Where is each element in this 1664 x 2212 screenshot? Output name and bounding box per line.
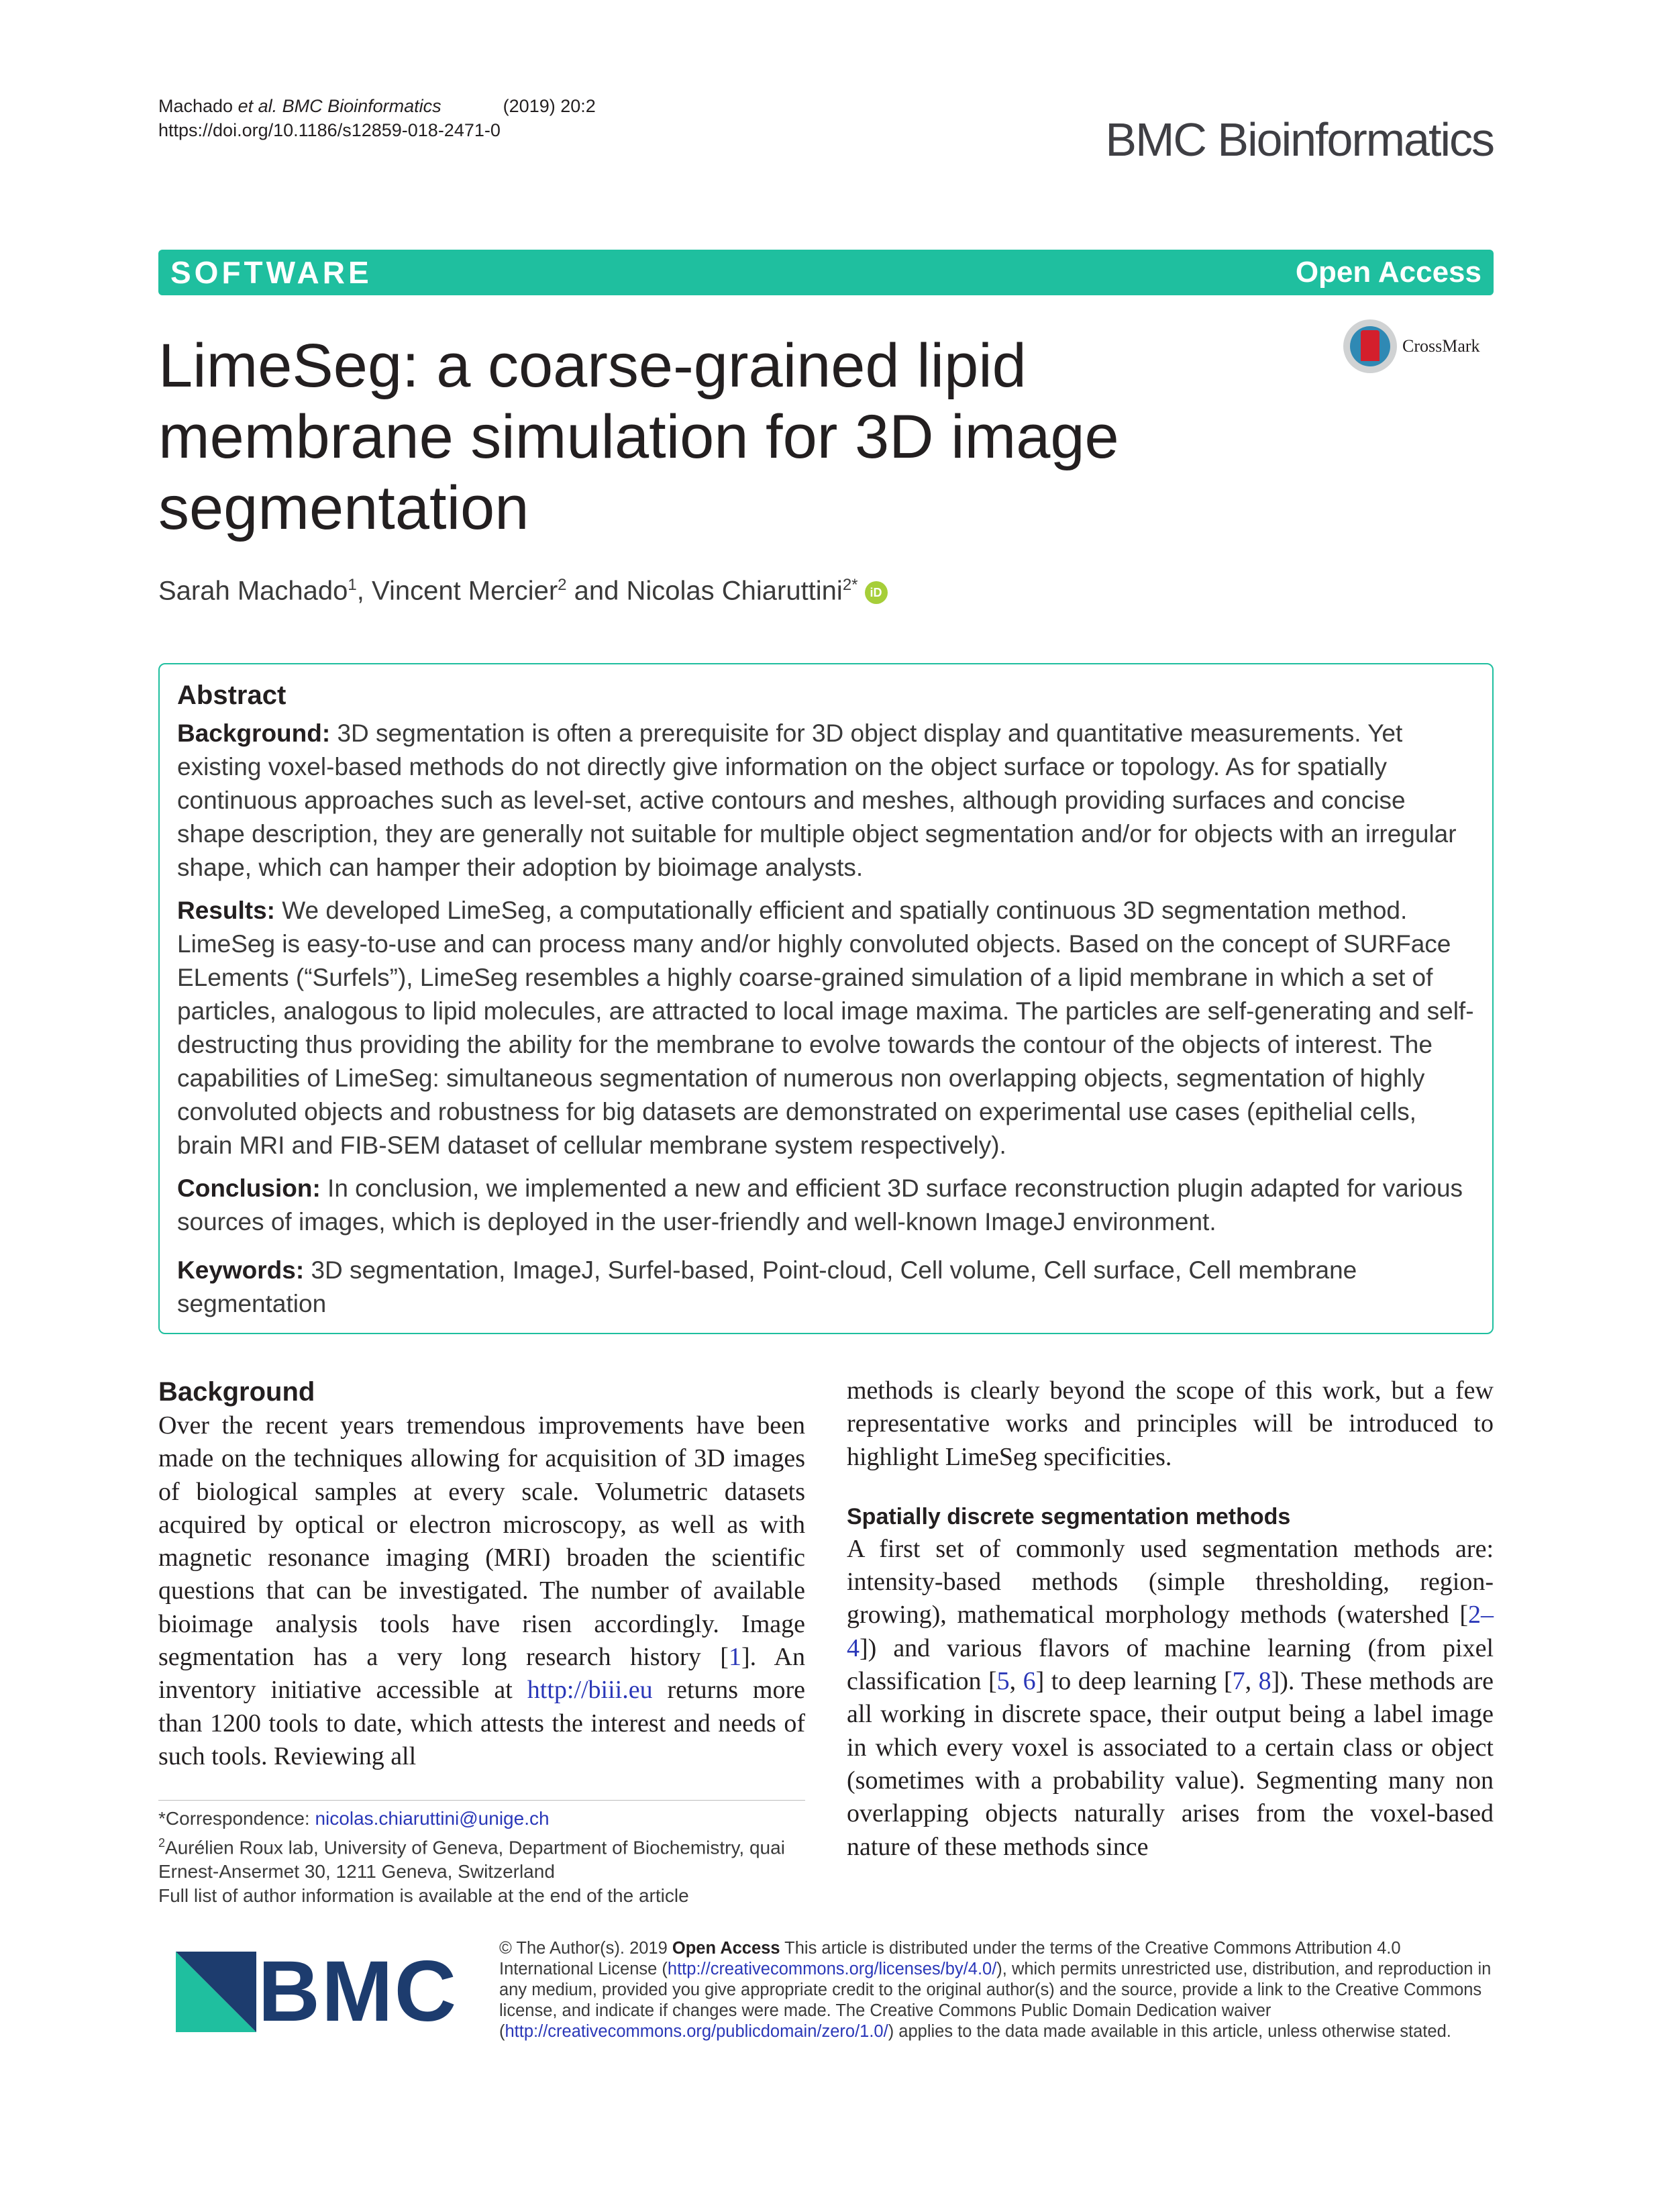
journal-logo: BMC Bioinformatics [1105,113,1494,166]
license-statement [499,1938,1499,2042]
body-text: ]. An inventory initiative accessible at [158,1643,805,1705]
body-text: ]) and various flavors of machine learning (from pixel classification [ [847,1633,1494,1696]
body-text: , [1245,1667,1259,1696]
body-paragraph [158,1409,805,1773]
body-text: A first set of commonly used segmentation methods are: intensity-based methods (simple thresholding, region-growing), mathematical morphology methods (watershed [ [847,1534,1494,1629]
abstract-box [158,663,1494,1334]
reference-link[interactable]: 6 [1023,1667,1036,1696]
footnote-divider [158,1800,805,1801]
abstract-background [177,717,1475,885]
section-label: Keywords: [177,1256,305,1284]
section-label: Conclusion: [177,1174,321,1202]
citation-year-volume: (2019) 20:2 [503,96,596,116]
section-label: Results: [177,897,275,924]
footnotes [158,1807,805,1908]
bmc-logo [176,1944,458,2040]
section-heading: Background [158,1377,315,1407]
body-text: returns more than 1200 tools to date, which attests the interest and needs of such tools. Reviewing all [158,1676,805,1770]
abstract-heading: Abstract [177,681,287,710]
correspondence-email[interactable]: nicolas.chiaruttini@unige.ch [315,1808,550,1829]
subsection-heading: Spatially discrete segmentation methods [847,1503,1291,1529]
reference-link[interactable]: 4 [847,1633,860,1662]
crossmark-label: CrossMark [1402,336,1480,356]
reference-dash: – [1481,1601,1494,1629]
reference-link[interactable]: 8 [1258,1667,1271,1696]
section-text: We developed LimeSeg, a computationally efficient and spatially continuous 3D segmentation method. LimeSeg is easy-to-use and can process many and/or highly convoluted objects. Based on the concept of SURFace ELements (“Surfels”), LimeSeg resembles a highly coarse-grained simulation of a lipid membrane in which a set of particles, analogous to lipid molecules, are attracted to local image maxima. The particles are self-generating and self-destructing thus providing the ability for the membrane to evolve towards the contour of the objects of interest. The capabilities of LimeSeg: simultaneous segmentation of numerous non overlapping objects, segmentation of highly convoluted objects and robustness for big datasets are demonstrated on experimental use cases (epithelial cells, brain MRI and FIB-SEM dataset of cellular membrane system respectively). [177,897,1474,1159]
citation-journal: et al. BMC Bioinformatics [238,96,441,116]
body-text: ] to deep learning [ [1035,1667,1233,1696]
citation-authors: Machado [158,96,238,116]
author-name: , Vincent Mercier [356,576,558,606]
correspondence-note [158,1807,805,1831]
section-text: 3D segmentation, ImageJ, Surfel-based, Point-cloud, Cell volume, Cell surface, Cell membrane segmentation [177,1256,1357,1317]
abstract-conclusion [177,1172,1475,1239]
article-title: LimeSeg: a coarse-grained lipid membrane simulation for 3D image segmentation [158,332,1119,542]
bmc-logo-text: BMC [258,1944,458,2040]
crossmark-badge[interactable] [1343,319,1499,373]
body-column-right [847,1374,1494,1864]
section-label: Background: [177,719,331,747]
author-list [158,568,888,608]
footnote-label: *Correspondence: [158,1808,315,1829]
bmc-mark-icon [176,1952,248,2032]
abstract-results [177,894,1475,1162]
reference-link[interactable]: 1 [728,1643,741,1672]
section-text: In conclusion, we implemented a new and efficient 3D surface reconstruction plugin adapted for various sources of images, which is deployed in the user-friendly and well-known ImageJ environment. [177,1174,1463,1236]
affiliation-marker: 2* [842,576,858,594]
author-name: Sarah Machado [158,576,348,606]
license-text: This article is distributed under the terms of the Creative Commons Attribution 4.0 International License ( [499,1939,1401,1978]
reference-link[interactable]: 7 [1232,1667,1245,1696]
affiliation-note [158,1831,805,1884]
cc-by-link[interactable]: http://creativecommons.org/licenses/by/4.0/ [667,1960,997,1978]
affiliation-marker: 2 [558,576,567,594]
body-text: , [1009,1667,1023,1696]
reference-link[interactable]: 5 [996,1667,1010,1696]
crossmark-icon [1343,319,1397,373]
body-paragraph: methods is clearly beyond the scope of this work, but a few representative works and principles will be introduced to highlight LimeSeg specificities. [847,1376,1494,1471]
open-access-label: Open Access [1295,256,1481,289]
running-head [158,94,596,142]
license-text: ), which permits unrestricted use, distribution, and reproduction in any medium, provided you give appropriate credit to the original author(s) and the source, provide a link to the Creative Commons license, and indicate if changes were made. The Creative Commons Public Domain Dedication waiver ( [499,1960,1492,2041]
article-type-bar [158,250,1494,295]
body-column-left [158,1374,805,1773]
citation-line [158,94,596,118]
footnote-text: Aurélien Roux lab, University of Geneva, Department of Biochemistry, quai Ernest-Ansermet 30, 1211 Geneva, Switzerland [158,1837,785,1882]
body-text: Over the recent years tremendous improvements have been made on the techniques allowing for acquisition of 3D images of biological samples at every scale. Volumetric datasets acquired by optical or electron microscopy, as well as with magnetic resonance imaging (MRI) broaden the scientific questions that can be investigated. The number of available bioimage analysis tools have risen accordingly. Image segmentation has a very long research history [ [158,1411,805,1672]
author-name: and Nicolas Chiaruttini [566,576,843,606]
affiliation-marker: 1 [348,576,357,594]
abstract-keywords [177,1254,1475,1321]
reference-link[interactable]: 2 [1468,1601,1481,1629]
open-access-label: Open Access [672,1939,780,1958]
body-paragraph [847,1533,1494,1864]
license-text: ) applies to the data made available in this article, unless otherwise stated. [888,2022,1451,2041]
doi-link[interactable]: https://doi.org/10.1186/s12859-018-2471-0 [158,120,501,140]
cc0-link[interactable]: http://creativecommons.org/publicdomain/zero/1.0/ [505,2022,888,2041]
license-text: © The Author(s). 2019 [499,1939,672,1958]
biii-link[interactable]: http://biii.eu [527,1676,653,1705]
orcid-icon[interactable]: iD [865,581,888,604]
section-text: 3D segmentation is often a prerequisite for 3D object display and quantitative measurements. Yet existing voxel-based methods do not directly give information on the object surface or topology. As for spatially continuous approaches such as level-set, active contours and meshes, although providing surfaces and concise shape description, they are generally not suitable for multiple object segmentation and/or for objects with an irregular shape, which can hamper their adoption by bioimage analysts. [177,719,1457,881]
affiliation-marker: 2 [158,1836,166,1850]
body-text: ]). These methods are all working in discrete space, their output being a label image in which every voxel is associated to a certain class or object (sometimes with a probability value). Segmenting many non overlapping objects naturally arises from the voxel-based nature of these methods since [847,1667,1494,1861]
article-type-label: SOFTWARE [170,255,372,290]
author-info-note: Full list of author information is available at the end of the article [158,1885,689,1907]
